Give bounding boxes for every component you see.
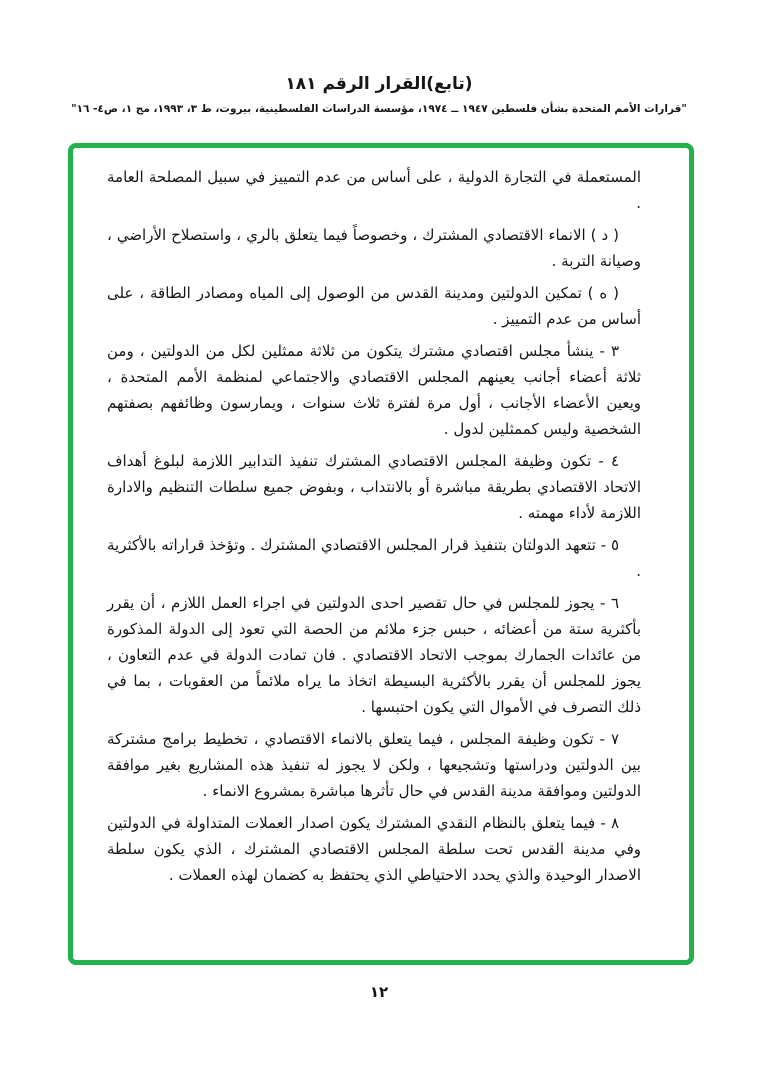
body-paragraph: ٨ - فيما يتعلق بالنظام النقدي المشترك يكون اصدار العملات المتداولة في الدولتين وفي مدينة القدس تحت سلطة المجلس الاقتصادي المشترك ، الذي يكون سلطة الاصدار الوحيدة والذي يحدد الاحتياطي الذي يحتفظ به كضمان لهذه العملات . [107, 814, 641, 884]
body-paragraph: ٤ - تكون وظيفة المجلس الاقتصادي المشترك تنفيذ التدابير اللازمة لبلوغ أهداف الاتحاد الاقتصادي بطريقة مباشرة أو بالانتداب ، وبفوض جميع سلطات التنظيم والادارة اللازمة لأداء مهمته . [107, 452, 641, 522]
content-border-box [68, 143, 694, 965]
body-paragraph: ( د ) الانماء الاقتصادي المشترك ، وخصوصاً فيما يتعلق بالري ، واستصلاح الأراضي ، وصيانة التربة . [107, 226, 641, 270]
document-header [0, 74, 758, 116]
page-number: ١٢ [369, 983, 389, 1001]
body-paragraph: ٥ - تتعهد الدولتان بتنفيذ قرار المجلس الاقتصادي المشترك . وتؤخذ قراراته بالأكثرية . [107, 536, 641, 580]
body-paragraph: ٧ - تكون وظيفة المجلس ، فيما يتعلق بالانماء الاقتصادي ، تخطيط برامج مشتركة بين الدولتين ودراستها وتشجيعها ، ولكن لا يجوز له تنفيذ هذه المشاريع بغير موافقة الدولتين وموافقة مدينة القدس في حال تأثرها مباشرة بمشروع الانماء . [107, 730, 641, 800]
page-title: (تابع)القرار الرقم ١٨١ [285, 74, 473, 94]
body-paragraph: ٣ - ينشأ مجلس اقتصادي مشترك يتكون من ثلاثة ممثلين لكل من الدولتين ، ومن ثلاثة أعضاء أجانب يعينهم المجلس الاقتصادي والاجتماعي لمنظمة الأمم المتحدة ، ويعين الأعضاء الأجانب ، أول مرة لفترة ثلاث سنوات ، ويمارسون وظائفهم بصفتهم الشخصية وليس كممثلين لدول . [107, 342, 641, 438]
body-paragraph: المستعملة في التجارة الدولية ، على أساس من عدم التمييز في سبيل المصلحة العامة . [107, 168, 641, 212]
source-citation: "قرارات الأمم المتحدة بشأن فلسطين ١٩٤٧ ــ ١٩٧٤، مؤسسة الدراسات الفلسطينية، بيروت، ط ٣، ١٩٩٣، مج ١، ص٤- ١٦" [71, 103, 687, 115]
body-paragraph: ( ه ) تمكين الدولتين ومدينة القدس من الوصول إلى المياه ومصادر الطاقة ، على أساس من عدم التمييز . [107, 284, 641, 328]
body-paragraph: ٦ - يجوز للمجلس في حال تقصير احدى الدولتين في اجراء العمل اللازم ، أن يقرر بأكثرية ستة من أعضائه ، حبس جزء ملائم من الحصة التي تعود إلى الدولة المذكورة من عائدات الجمارك بموجب الاتحاد الاقتصادي . فان تمادت الدولة في عدم التعاون ، يجوز للمجلس أن يقرر بالأكثرية البسيطة اتخاذ ما يراه ملائماً من العقوبات ، بما في ذلك التصرف في الأموال التي يكون احتبسها . [107, 594, 641, 716]
